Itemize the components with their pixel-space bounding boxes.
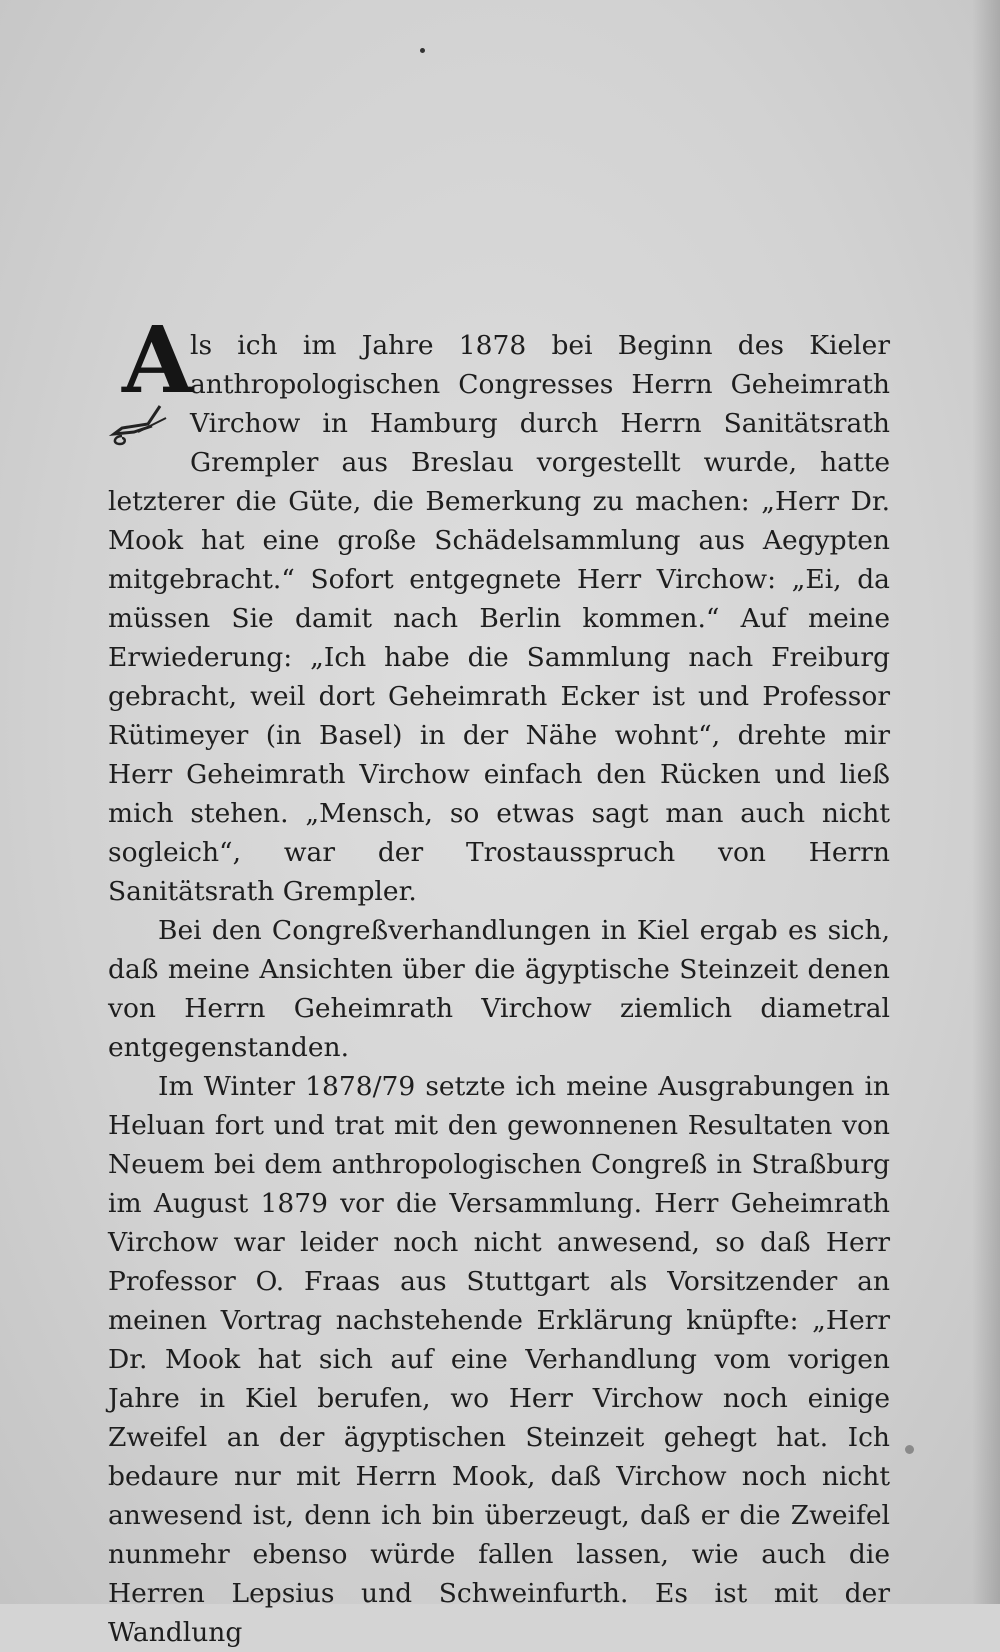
paragraph-1 xyxy=(108,306,890,911)
paragraph-3: Im Winter 1878/79 setzte ich meine Ausgrabungen in Heluan fort und trat mit den gewonnenen Resultaten von Neuem bei dem anthropologischen Congreß in Straßburg im August 1879 vor die Versammlung. Herr Geheimrath Virchow war leider noch nicht anwesend, so daß Herr Professor O. Fraas aus Stuttgart als Vorsitzender an meinen Vortrag nachstehende Erklärung knüpfte: „Herr Dr. Mook hat sich auf eine Verhandlung vom vorigen Jahre in Kiel berufen, wo Herr Virchow noch einige Zweifel an der ägyptischen Steinzeit gehegt hat. Ich bedaure nur mit Herrn Mook, daß Virchow noch nicht anwesend ist, denn ich bin überzeugt, daß er die Zweifel nunmehr ebenso würde fallen lassen, wie auch die Herren Lepsius und Schweinfurth. Es ist mit der Wandlung xyxy=(108,1071,890,1648)
body-text xyxy=(108,306,890,1652)
paper-blemish xyxy=(905,1445,914,1454)
paragraph-1-text: ls ich im Jahre 1878 bei Beginn des Kieler anthropologischen Congresses Herrn Geheimrath Virchow in Hamburg durch Herrn Sanitätsrath Grempler aus Breslau vorgestellt wurde, hatte letzterer die Güte, die Bemerkung zu machen: „Herr Dr. Mook hat eine große Schädelsammlung aus Aegypten mitgebracht.“ Sofort entgegnete Herr Virchow: „Ei, da müssen Sie damit nach Berlin kommen.“ Auf meine Erwiederung: „Ich habe die Sammlung nach Freiburg gebracht, weil dort Geheimrath Ecker ist und Professor Rütimeyer (in Basel) in der Nähe wohnt“, drehte mir Herr Geheimrath Virchow einfach den Rücken und ließ mich stehen. „Mensch, so etwas sagt man auch nicht sogleich“, war der Trostausspruch von Herrn Sanitätsrath Grempler. xyxy=(108,330,890,907)
paragraph-2: Bei den Congreßverhandlungen in Kiel ergab es sich, daß meine Ansichten über die ägyptische Steinzeit denen von Herrn Geheimrath Virchow ziemlich diametral entgegenstanden. xyxy=(108,915,890,1063)
drop-cap-initial: A xyxy=(108,328,184,446)
page-edge-shadow xyxy=(972,0,1000,1604)
ink-speck xyxy=(420,48,425,53)
